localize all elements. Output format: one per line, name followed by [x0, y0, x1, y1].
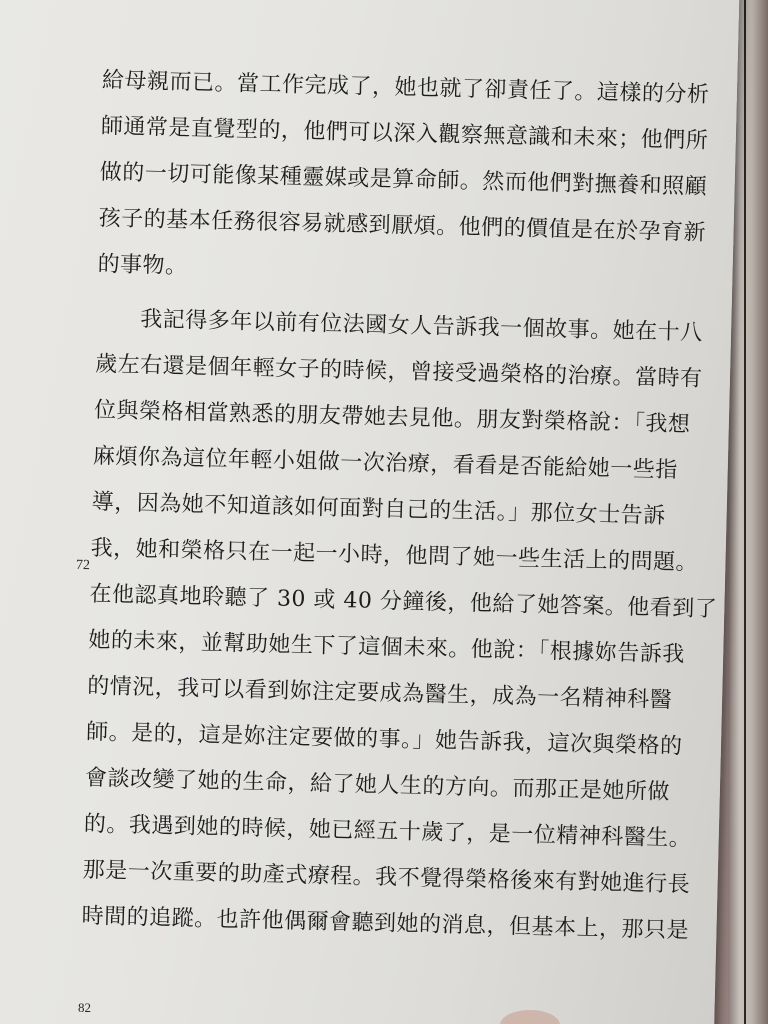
page-gutter-line	[744, 0, 746, 1024]
text-line: 麻煩你為這位年輕小姐做一次治療，看看是否能給她一些指	[92, 443, 679, 484]
text-line: 時間的追蹤。也許他偶爾會聽到她的消息，但基本上，那只是	[81, 903, 690, 944]
body-text	[81, 58, 718, 954]
text-line: 我，她和榮格只在一起一小時，他問了她一些生活上的問題。	[90, 535, 699, 576]
text-line: 我記得多年以前有位法國女人告訴我一個故事。她在十八	[139, 307, 703, 346]
text-line: 位與榮格相當熟悉的朋友帶她去見他。朋友對榮格說：「我想	[93, 397, 691, 438]
text-line: 孩子的基本任務很容易就感到厭煩。他們的價值是在於孕育新	[98, 205, 707, 246]
text-line: 導，因為她不知道該如何面對自己的生活。」那位女士告訴	[91, 489, 666, 529]
text-line: 會談改變了她的生命，給了她人生的方向。而那正是她所做	[84, 765, 671, 806]
text-line: 給母親而已。當工作完成了，她也就了卻責任了。這樣的分析	[101, 68, 710, 108]
text-line: 歲左右還是個年輕女子的時候，曾接受過榮格的治療。當時有	[94, 351, 703, 392]
text-line: 做的一切可能像某種靈媒或是算命師。然而他們對撫養和照顧	[99, 159, 708, 200]
text-line: 的情況，我可以看到妳注定要成為醫生，成為一名精神科醫	[86, 673, 673, 714]
text-line: 在他認真地聆聽了 30 或 40 分鐘後，他給了她答案。他看到了	[89, 581, 718, 623]
margin-reference-number: 72	[75, 557, 91, 574]
text-line: 的事物。	[97, 251, 188, 280]
paragraph-1	[97, 58, 710, 302]
text-line: 的。我遇到她的時候，她已經五十歲了，是一位精神科醫生。	[83, 811, 692, 852]
paragraph-2	[81, 296, 718, 954]
text-line: 師通常是直覺型的，他們可以深入觀察無意識和未來；他們所	[100, 114, 709, 154]
text-line: 那是一次重要的助產式療程。我不覺得榮格後來有對她進行長	[82, 857, 691, 898]
text-line: 她的未來，並幫助她生下了這個未來。他說：「根據妳告訴我	[88, 627, 686, 668]
page-number: 82	[78, 1000, 91, 1015]
text-line: 師。是的，這是妳注定要做的事。」她告訴我，這次與榮格的	[85, 719, 683, 760]
